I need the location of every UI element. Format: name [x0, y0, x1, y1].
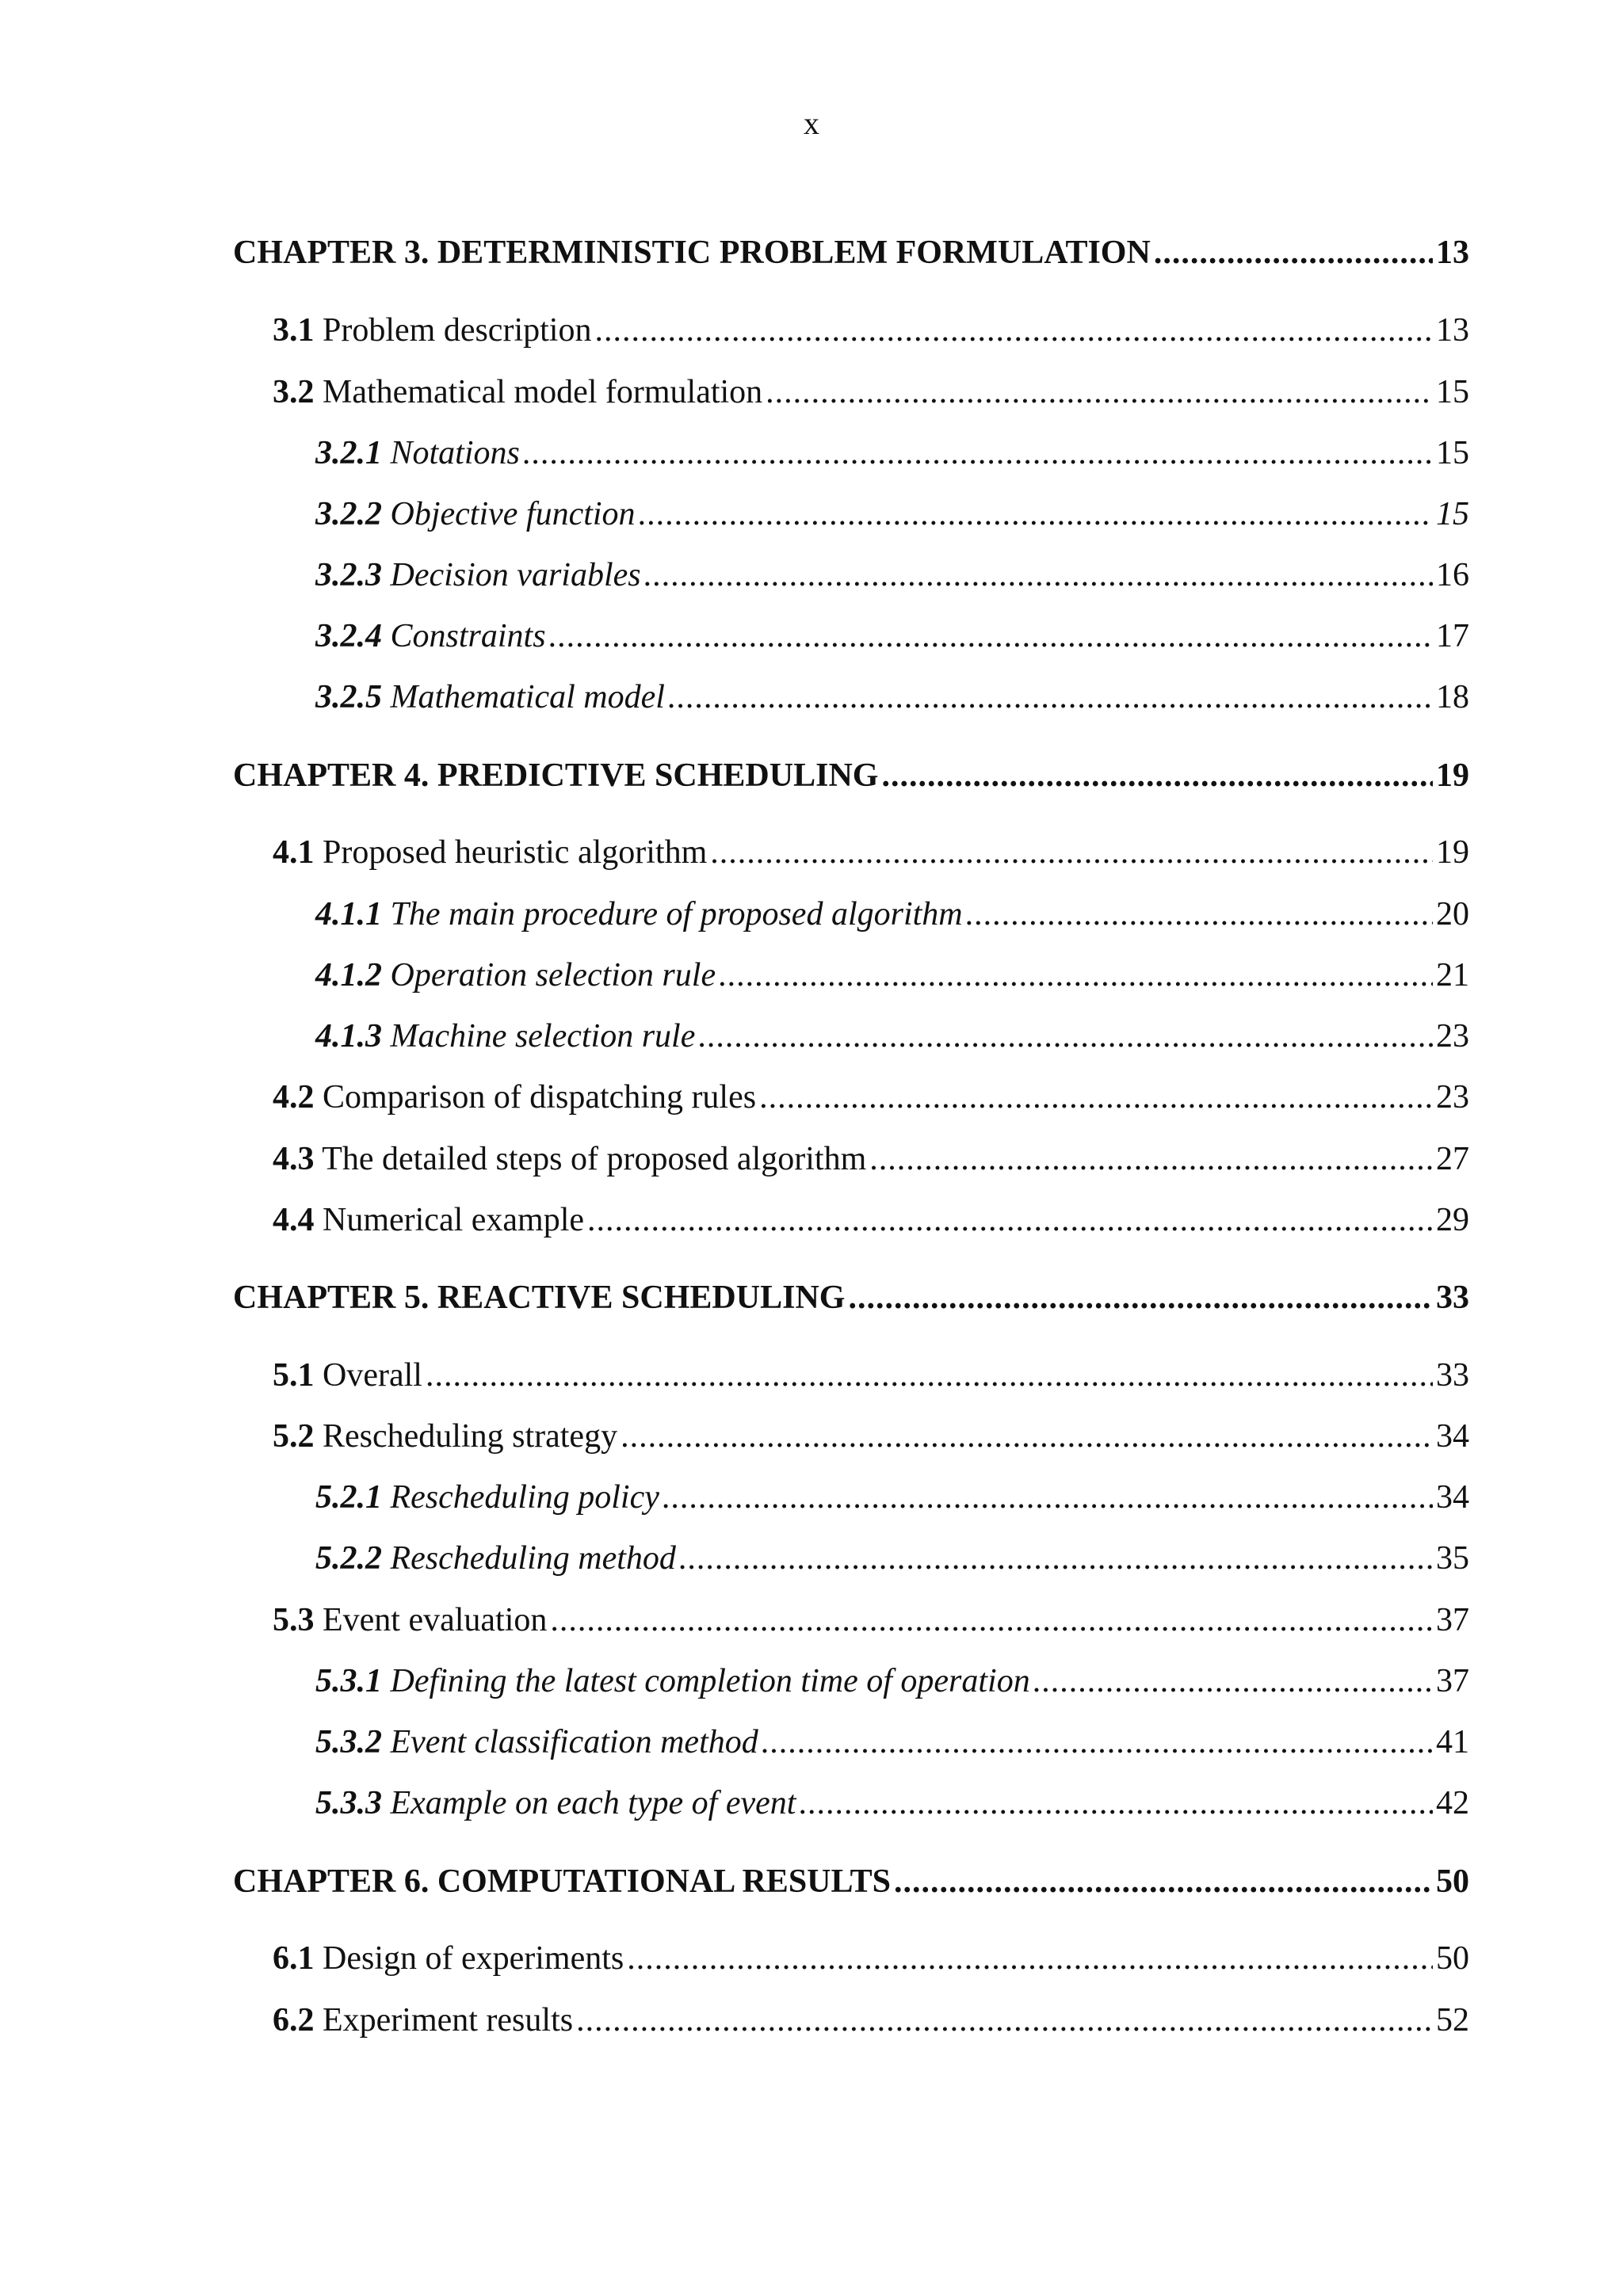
toc-page: 15 [1436, 435, 1469, 471]
toc-chapter-3[interactable] [233, 236, 1469, 269]
toc-page: 13 [1436, 235, 1469, 271]
toc-title: Defining the latest completion time of operation [382, 1663, 1030, 1699]
toc-number: 5.3.3 [315, 1785, 382, 1821]
toc-section-6-2[interactable] [273, 2004, 1469, 2037]
toc-section-5-3[interactable] [273, 1604, 1469, 1637]
toc-title: Event classification method [382, 1724, 758, 1760]
dot-leader [762, 1726, 1433, 1759]
dot-leader [698, 1020, 1433, 1053]
toc-number: 3.2.3 [315, 557, 382, 593]
toc-chapter-6[interactable] [233, 1865, 1469, 1898]
toc-number: 5.1 [273, 1357, 315, 1394]
toc-subsection-3-2-3[interactable] [315, 559, 1469, 592]
toc-section-4-3[interactable] [273, 1142, 1469, 1176]
toc-title: CHAPTER 3. DETERMINISTIC PROBLEM FORMULATION [233, 235, 1151, 271]
toc-number: 6.2 [273, 2002, 315, 2039]
toc-number: 3.2.2 [315, 496, 382, 532]
toc-section-3-1[interactable] [273, 314, 1469, 347]
toc-number: 3.2.5 [315, 679, 382, 715]
toc-title: The detailed steps of proposed algorithm [314, 1141, 867, 1177]
toc-subsection-5-2-1[interactable] [315, 1481, 1469, 1514]
toc-number: 5.2 [273, 1418, 315, 1455]
toc-subsection-5-3-3[interactable] [315, 1787, 1469, 1820]
toc-page: 18 [1436, 679, 1469, 715]
toc-number: 3.2.4 [315, 618, 382, 654]
toc-title: Example on each type of event [382, 1785, 796, 1821]
toc-page: 19 [1436, 834, 1469, 871]
toc-page: 23 [1436, 1018, 1469, 1055]
dot-leader [668, 681, 1433, 714]
dot-leader [587, 1203, 1433, 1237]
toc-number: 4.4 [273, 1202, 315, 1238]
toc-title: Mathematical model formulation [314, 374, 763, 410]
toc-page: 21 [1436, 957, 1469, 994]
dot-leader [759, 1081, 1433, 1114]
dot-leader [799, 1787, 1433, 1820]
toc-number: 4.1.1 [315, 896, 382, 933]
toc-section-3-2[interactable] [273, 376, 1469, 409]
dot-leader [639, 498, 1433, 531]
dot-leader [710, 836, 1433, 869]
toc-page: 42 [1436, 1785, 1469, 1821]
dot-leader [426, 1359, 1433, 1392]
toc-subsection-5-3-1[interactable] [315, 1665, 1469, 1698]
toc-page: 15 [1436, 374, 1469, 410]
toc-number: 4.1 [273, 834, 315, 871]
toc-title: Rescheduling policy [382, 1479, 659, 1516]
toc-number: 6.1 [273, 1940, 315, 1977]
toc-title: CHAPTER 4. PREDICTIVE SCHEDULING [233, 757, 879, 794]
toc-page: 35 [1436, 1540, 1469, 1577]
toc-title: CHAPTER 6. COMPUTATIONAL RESULTS [233, 1863, 892, 1900]
toc-number: 5.3 [273, 1602, 315, 1638]
dot-leader [679, 1542, 1433, 1575]
toc-title: Machine selection rule [382, 1018, 696, 1055]
toc-number: 5.2.2 [315, 1540, 382, 1577]
dot-leader [550, 1604, 1433, 1637]
toc-title: CHAPTER 5. REACTIVE SCHEDULING [233, 1280, 846, 1316]
toc-subsection-3-2-4[interactable] [315, 620, 1469, 653]
toc-chapter-5[interactable] [233, 1281, 1469, 1314]
dot-leader [766, 376, 1433, 409]
toc-title: Constraints [382, 618, 546, 654]
toc-section-4-2[interactable] [273, 1081, 1469, 1114]
toc-number: 3.2 [273, 374, 315, 410]
dot-leader [1154, 236, 1433, 269]
toc-number: 4.1.2 [315, 957, 382, 994]
toc-page: 23 [1436, 1079, 1469, 1116]
toc-title: Rescheduling strategy [314, 1418, 618, 1455]
toc-number: 4.2 [273, 1079, 315, 1116]
dot-leader [1033, 1665, 1433, 1698]
toc-subsection-4-1-3[interactable] [315, 1020, 1469, 1053]
dot-leader [523, 437, 1433, 470]
toc-title: Decision variables [382, 557, 641, 593]
dot-leader [594, 314, 1433, 347]
toc-page: 16 [1436, 557, 1469, 593]
toc-number: 4.3 [273, 1141, 315, 1177]
dot-leader [719, 959, 1433, 992]
dot-leader [644, 559, 1433, 592]
toc-section-4-1[interactable] [273, 836, 1469, 869]
toc-title: The main procedure of proposed algorithm [382, 896, 963, 933]
toc-title: Operation selection rule [382, 957, 716, 994]
toc-number: 5.3.2 [315, 1724, 382, 1760]
toc-page: 34 [1436, 1479, 1469, 1516]
dot-leader [869, 1142, 1433, 1176]
dot-leader [576, 2004, 1433, 2037]
toc-subsection-3-2-5[interactable] [315, 681, 1469, 714]
toc-title: Proposed heuristic algorithm [314, 834, 708, 871]
toc-subsection-4-1-1[interactable] [315, 898, 1469, 931]
toc-page: 20 [1436, 896, 1469, 933]
toc-number: 3.1 [273, 312, 315, 349]
toc-subsection-3-2-2[interactable] [315, 498, 1469, 531]
dot-leader [848, 1281, 1433, 1314]
toc-page: 52 [1436, 2002, 1469, 2039]
toc-title: Problem description [314, 312, 592, 349]
toc-page: 29 [1436, 1202, 1469, 1238]
toc-title: Mathematical model [382, 679, 665, 715]
toc-subsection-5-2-2[interactable] [315, 1542, 1469, 1575]
toc-page: 50 [1436, 1940, 1469, 1977]
toc-section-6-1[interactable] [273, 1942, 1469, 1975]
toc-title: Overall [314, 1357, 422, 1394]
dot-leader [966, 898, 1433, 931]
toc-page: 17 [1436, 618, 1469, 654]
toc-page: 37 [1436, 1663, 1469, 1699]
toc-number: 5.2.1 [315, 1479, 382, 1516]
toc-page: 19 [1436, 757, 1469, 794]
toc-chapter-4[interactable] [233, 759, 1469, 792]
dot-leader [663, 1481, 1433, 1514]
toc-page: 33 [1436, 1280, 1469, 1316]
toc-page: 15 [1436, 496, 1469, 532]
toc-title: Experiment results [314, 2002, 574, 2039]
toc-title: Comparison of dispatching rules [314, 1079, 757, 1116]
toc-number: 3.2.1 [315, 435, 382, 471]
toc-section-5-2[interactable] [273, 1420, 1469, 1453]
toc-page: 33 [1436, 1357, 1469, 1394]
toc-title: Objective function [382, 496, 636, 532]
dot-leader [549, 620, 1433, 653]
dot-leader [881, 759, 1433, 792]
toc-page: 27 [1436, 1141, 1469, 1177]
toc-title: Design of experiments [314, 1940, 624, 1977]
toc-subsection-3-2-1[interactable] [315, 437, 1469, 470]
toc-number: 4.1.3 [315, 1018, 382, 1055]
toc-title: Notations [382, 435, 520, 471]
dot-leader [627, 1942, 1433, 1975]
toc-subsection-5-3-2[interactable] [315, 1726, 1469, 1759]
page-number: x [804, 105, 819, 141]
toc-title: Rescheduling method [382, 1540, 676, 1577]
toc-number: 5.3.1 [315, 1663, 382, 1699]
toc-page: 37 [1436, 1602, 1469, 1638]
toc-page: 41 [1436, 1724, 1469, 1760]
toc-subsection-4-1-2[interactable] [315, 959, 1469, 992]
toc-page: 50 [1436, 1863, 1469, 1900]
toc-title: Numerical example [314, 1202, 585, 1238]
dot-leader [621, 1420, 1433, 1453]
toc-page: 34 [1436, 1418, 1469, 1455]
toc-title: Event evaluation [314, 1602, 548, 1638]
toc-section-5-1[interactable] [273, 1359, 1469, 1392]
toc-section-4-4[interactable] [273, 1203, 1469, 1237]
dot-leader [894, 1865, 1433, 1898]
toc-page: 13 [1436, 312, 1469, 349]
